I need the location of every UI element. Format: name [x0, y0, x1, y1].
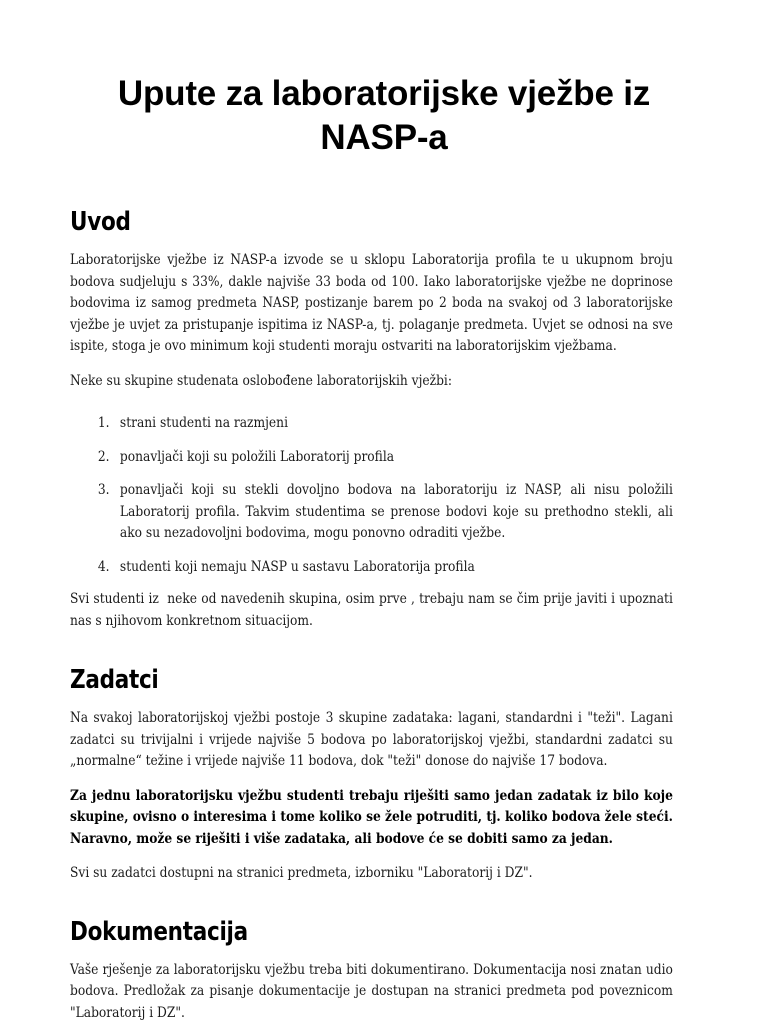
- dokumentacija-paragraph-1: Vaše rješenje za laboratorijsku vježbu treba biti dokumentirano. Dokumentacija nosi znatan udio bodova. Predložak za pisanje dokumentacije je dostupan na stranici predmeta pod poveznicom "Laboratorij i DZ".: [70, 961, 677, 1021]
- section-heading-dokumentacija: Dokumentacija: [70, 916, 248, 947]
- list-item: [70, 435, 673, 469]
- zadatci-paragraph-3: Svi su zadatci dostupni na stranici predmeta, izborniku "Laboratorij i DZ".: [70, 865, 533, 881]
- section-heading-uvod: Uvod: [70, 207, 131, 237]
- list-item-marker: 1.: [97, 415, 110, 431]
- list-item: [70, 545, 673, 579]
- uvod-paragraph-3: Svi studenti iz neke od navedenih skupina, osim prve , trebaju nam se čim prije javiti i upoznati nas s njihovom konkretnom situacijom.: [70, 591, 677, 629]
- list-item-marker: 2.: [97, 448, 110, 465]
- list-item-marker: 4.: [97, 558, 110, 575]
- list-item: [70, 401, 673, 435]
- list-item-label: ponavljači koji su stekli dovoljno bodova na laboratoriju iz NASP, ali nisu položili Laboratorij profila. Takvim studentima se prenose bodovi koje su prethodno stekli, ali ako su nezadovoljni bodovima, mogu ponovno odraditi vježbe.: [119, 482, 673, 541]
- list-item: [70, 468, 673, 545]
- uvod-paragraph-2: Neke su skupine studenata oslobođene laboratorijskih vježbi:: [70, 372, 452, 389]
- zadatci-paragraph-1: Na svakoj laboratorijskoj vježbi postoje 3 skupine zadataka: lagani, standardni i "teži". Lagani zadatci su trivijalni i vrijede najviše 5 bodova po laboratorijskoj vježbi, standardni zadatci su „normalne“ težine i vrijede najviše 11 bodova, dok "teži" donose do najviše 17 bodova.: [70, 710, 677, 769]
- list-item-label: strani studenti na razmjeni: [119, 415, 288, 431]
- uvod-exemption-list: [70, 392, 698, 578]
- list-item-marker: 3.: [97, 482, 110, 498]
- zadatci-paragraph-2-bold: Za jednu laboratorijsku vježbu studenti trebaju riješiti samo jedan zadatak iz bilo koje skupine, ovisno o interesima i tome koliko se žele potruditi, tj. koliko bodova žele steći. Naravno, može se riješiti i više zadataka, ali bodove će se dobiti samo za jedan.: [70, 787, 678, 847]
- list-item-label: ponavljači koji su položili Laboratorij profila: [119, 448, 395, 465]
- list-item-label: studenti koji nemaju NASP u sastavu Laboratorija profila: [119, 558, 475, 575]
- section-heading-zadatci: Zadatci: [70, 665, 159, 695]
- uvod-paragraph-1: Laboratorijske vježbe iz NASP-a izvode se u sklopu Laboratorija profila te u ukupnom broju bodova sudjeluju s 33%, dakle najviše 33 boda od 100. Iako laboratorijske vježbe ne doprinose bodovima iz samog predmeta NASP, postizanje barem po 2 boda na svakoj od 3 laboratorijske vježbe je uvjet za pristupanje ispitima iz NASP-a, tj. polaganje predmeta. Uvjet se odnosi na sve ispite, stoga je ovo minimum koji studenti moraju ostvariti na laboratorijskim vježbama.: [70, 252, 677, 354]
- page-title: Upute za laboratorijske vježbe iz NASP-a: [117, 74, 651, 157]
